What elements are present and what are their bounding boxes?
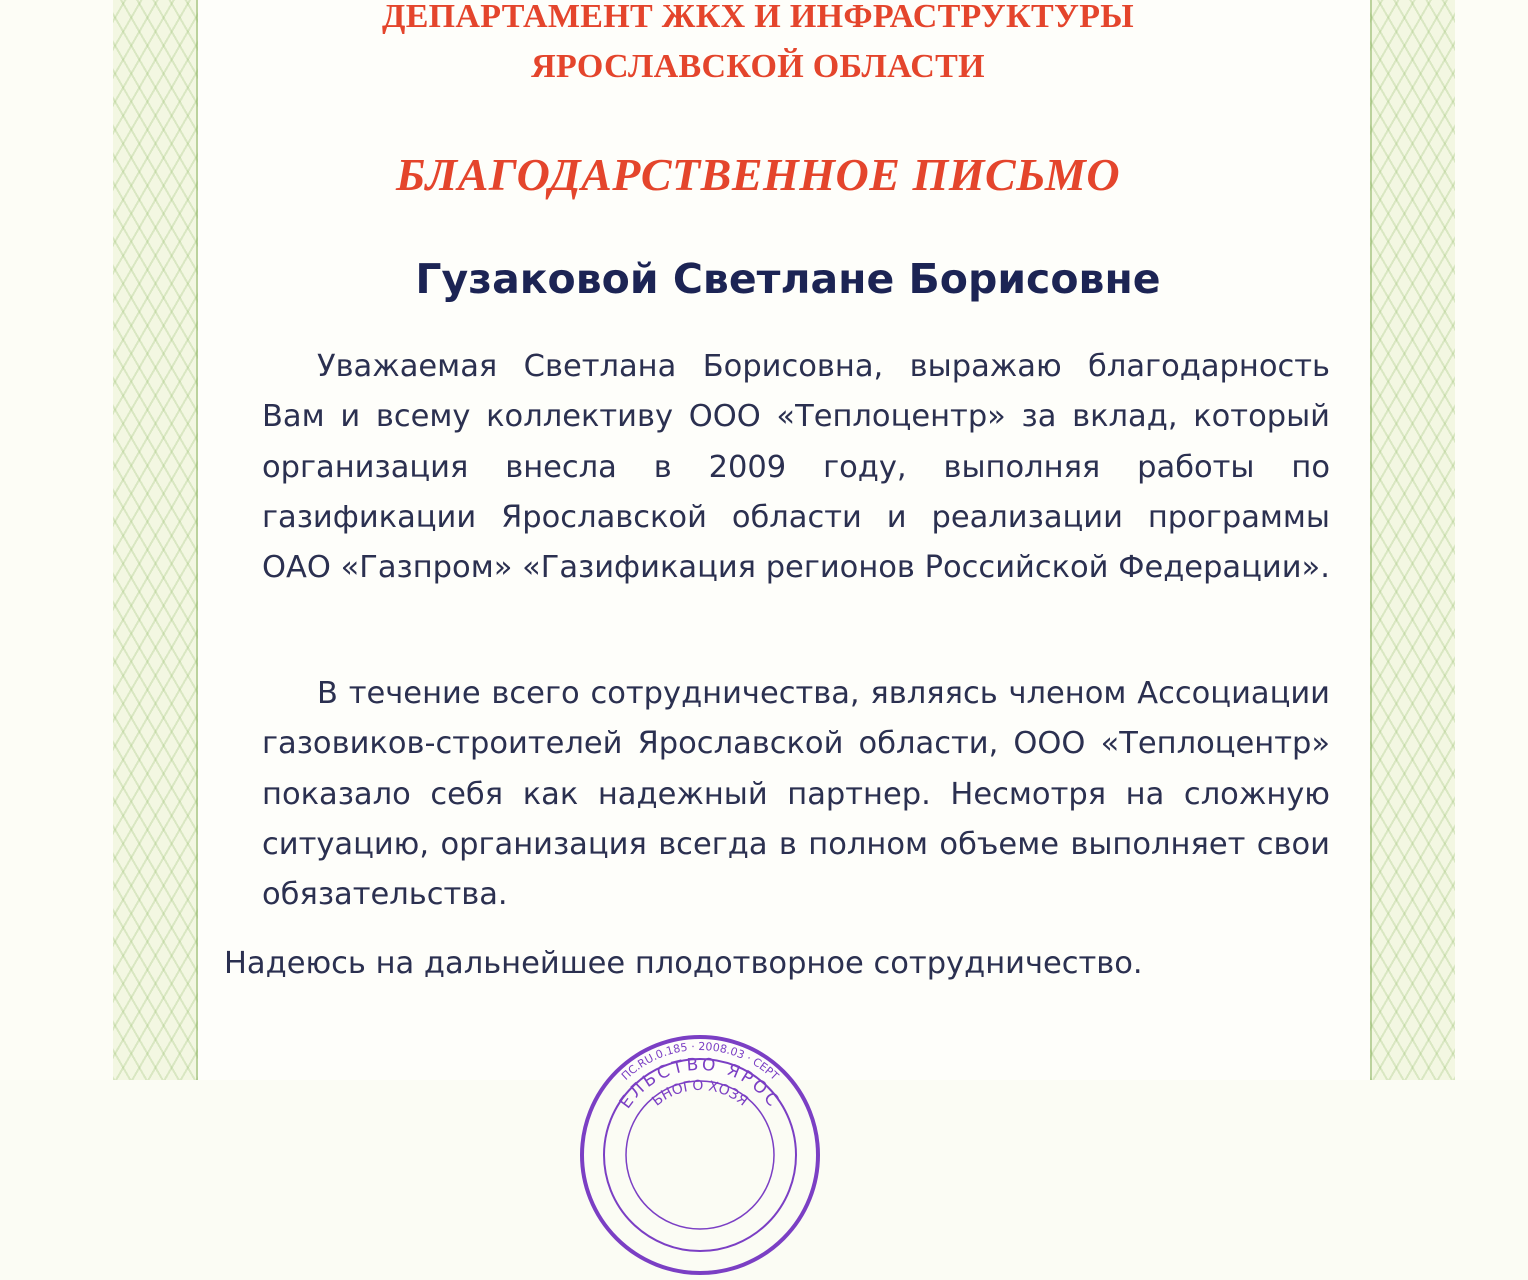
- letter-paragraph-2: В течение всего сотрудничества, являясь членом Ассоциации газовиков-строителей Ярославской области, ООО «Теплоцентр» показало себя как надежный партнер. Несмотря на сложную ситуацию, организация всегда в полном объеме выполняет свои обязательства.: [262, 676, 1330, 913]
- decorative-border-left: [113, 0, 198, 1080]
- stamp-inner-ring: [626, 1081, 774, 1229]
- decorative-border-right: [1370, 0, 1455, 1080]
- document-title: БЛАГОДАРСТВЕННОЕ ПИСЬМО: [395, 149, 1121, 200]
- recipient-name: Гузаковой Светлане Борисовне: [415, 255, 1161, 303]
- stamp-inner-text: ЬНОГО ХОЗЯ: [649, 1077, 751, 1110]
- stamp-outer-text: ПС.RU.0.185 · 2008.03 · СЕРТ: [618, 1039, 782, 1083]
- official-stamp: [575, 1030, 825, 1280]
- department-name-line2: ЯРОСЛАВСКОЙ ОБЛАСТИ: [531, 48, 985, 85]
- stamp-middle-text: ЕЛЬСТВО ЯРОС: [615, 1054, 785, 1113]
- letter-paragraph-1: Уважаемая Светлана Борисовна, выражаю благодарность Вам и всему коллективу ООО «Теплоцентр» за вклад, который организация внесла в 2009 году, выполняя работы по газификации Ярославской области и реализации программы ОАО «Газпром» «Газификация регионов Российской Федерации».: [262, 349, 1330, 586]
- department-name-line1: ДЕПАРТАМЕНТ ЖКХ И ИНФРАСТРУКТУРЫ: [382, 0, 1134, 35]
- closing-line: Надеюсь на дальнейшее плодотворное сотрудничество.: [224, 946, 1143, 981]
